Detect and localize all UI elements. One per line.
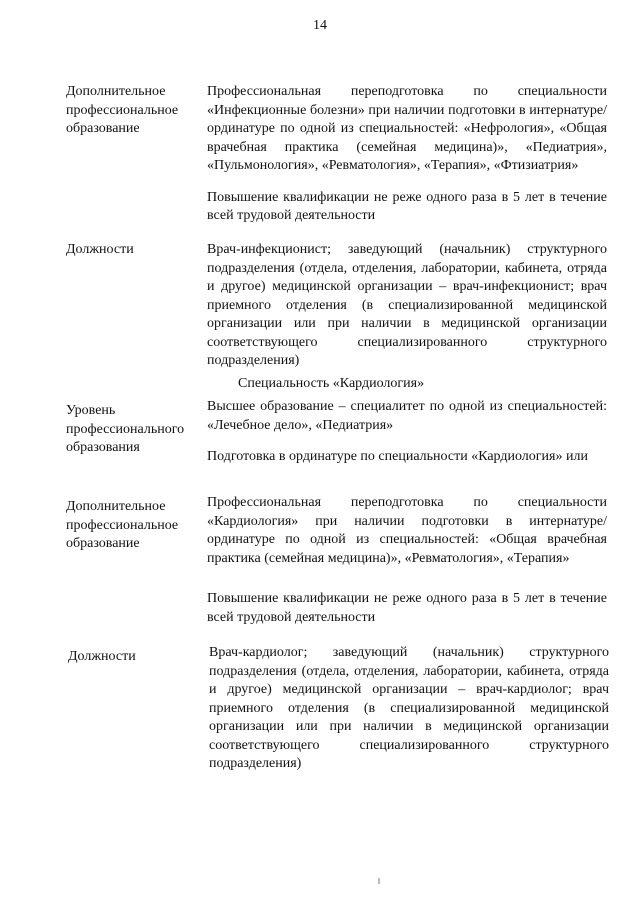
row-content	[207, 241, 607, 384]
row-content	[209, 644, 609, 787]
retraining-paragraph: Профессиональная переподготовка по специальности «Инфекционные болезни» при наличии подготовки в интернатуре/ординатуре по одной из специальностей: «Нефрология», «Общая врачебная практика (семейная медицина)», «Педиатрия», «Пульмонология», «Ревматология», «Терапия», «Фтизиатрия»	[207, 84, 607, 173]
row-label: Должности	[68, 649, 136, 664]
page-number: 14	[313, 18, 327, 33]
row-content	[207, 494, 607, 640]
section-title: Специальность «Кардиология»	[238, 376, 425, 391]
row-label: Дополнительное профессиональное образование	[66, 499, 179, 551]
scan-artifact	[378, 878, 380, 884]
retraining-paragraph: Профессиональная переподготовка по специальности «Кардиология» при наличии подготовки в интернатуре/ординатуре по одной из специальностей: «Общая врачебная практика (семейная медицина)», «Ревматология», «Терапия»	[207, 495, 607, 566]
row-label: Должности	[66, 242, 134, 257]
positions-paragraph: Врач-инфекционист; заведующий (начальник) структурного подразделения (отдела, отделения, лаборатории, кабинета, отряда и другое) медицинской организации – врач-инфекционист; врач приемного отделения (в специализированной медицинской организации или при наличии в медицинской организации соответствующего специализированного структурного подразделения)	[207, 242, 607, 368]
qualification-paragraph: Повышение квалификации не реже одного раза в 5 лет в течение всей трудовой деятельности	[207, 591, 607, 625]
education-paragraph: Высшее образование – специалитет по одной из специальностей: «Лечебное дело», «Педиатрия»	[207, 399, 607, 433]
residency-paragraph: Подготовка в ординатуре по специальности «Кардиология» или	[207, 449, 588, 464]
row-content	[207, 398, 607, 480]
row-label: Уровень профессионального образования	[66, 403, 185, 455]
row-label: Дополнительное профессиональное образование	[66, 84, 179, 136]
qualification-paragraph: Повышение квалификации не реже одного раза в 5 лет в течение всей трудовой деятельности	[207, 189, 607, 223]
row-content	[207, 83, 607, 239]
positions-paragraph: Врач-кардиолог; заведующий (начальник) структурного подразделения (отдела, отделения, лаборатории, кабинета, отряда и другое) медицинской организации – врач-кардиолог; врач приемного отделения (в специализированной медицинской организации или при наличии в медицинской организации соответствующего специализированного структурного подразделения)	[209, 645, 609, 771]
